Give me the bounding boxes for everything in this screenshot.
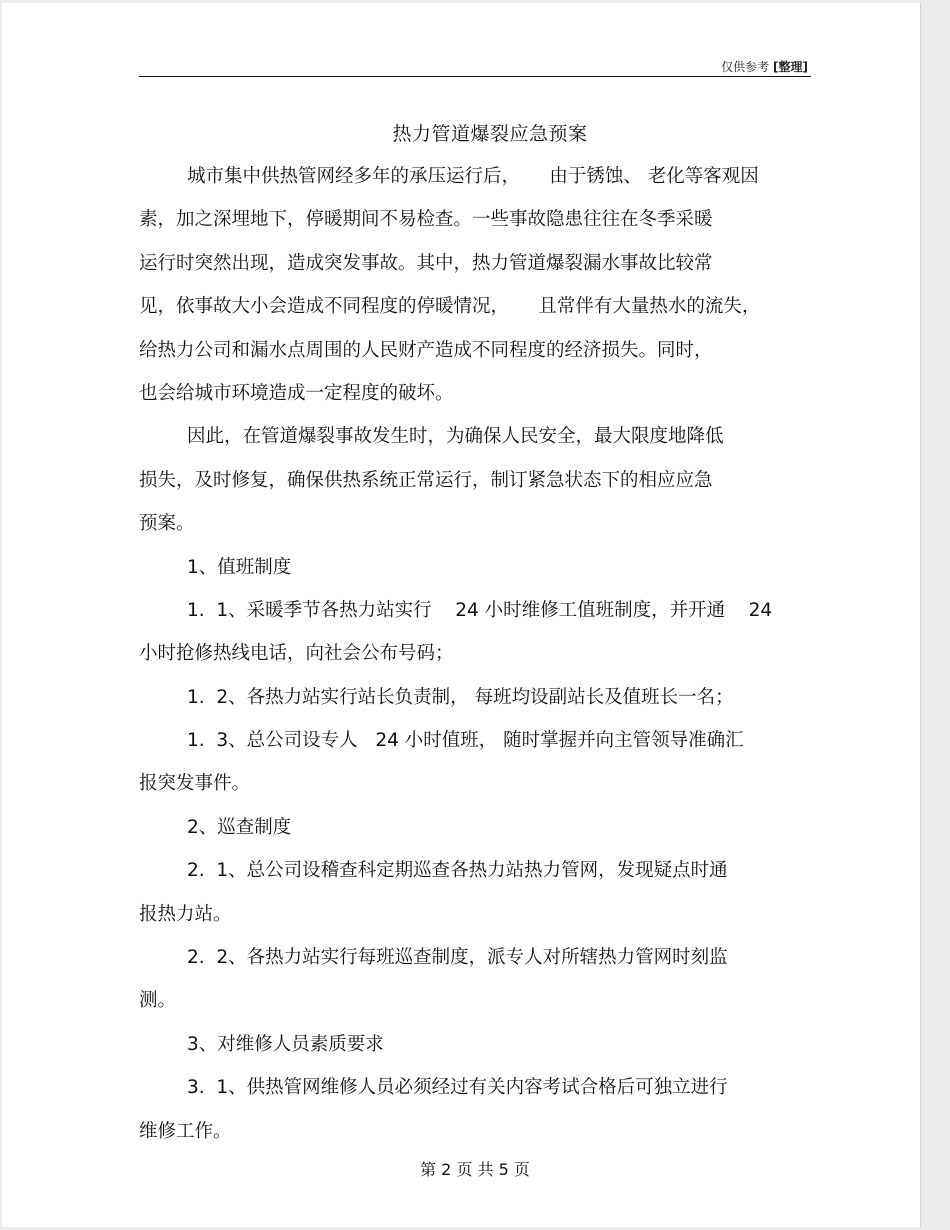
text-line: 1. 2、各热力站实行站长负责制， 每班均设副站长及值班长一名；: [187, 686, 734, 708]
text-line: 1. 3、总公司设专人 24 小时值班， 随时掌握并向主管领导准确汇: [187, 730, 744, 752]
text-line: 损失，及时修复，确保供热系统正常运行，制订紧急状态下的相应应急: [139, 469, 713, 491]
text-line: 测。: [139, 990, 177, 1012]
text-line: 见，依事故大小会造成不同程度的停暖情况， 且常伴有大量热水的流失，: [139, 296, 761, 318]
header-note: [721, 58, 808, 75]
text-line: 给热力公司和漏水点周围的人民财产造成不同程度的经济损失。同时，: [139, 339, 713, 361]
header-tag: [整理]: [773, 60, 808, 74]
text-line: 2、巡查制度: [187, 816, 292, 838]
text-line: 3、对维修人员素质要求: [187, 1033, 384, 1055]
text-line: 预案。: [139, 513, 195, 535]
text-line: 小时抢修热线电话，向社会公布号码；: [139, 643, 454, 665]
document-body: [139, 155, 819, 1153]
text-line: 1. 1、采暖季节各热力站实行 24 小时维修工值班制度，并开通 24: [187, 599, 773, 621]
document-page: [2, 3, 921, 1227]
header-note-text: 仅供参考: [721, 60, 770, 74]
text-line: 因此，在管道爆裂事故发生时，为确保人民安全，最大限度地降低: [187, 426, 724, 448]
header-rule: [139, 76, 811, 77]
page-footer: 第 2 页 共 5 页: [420, 1160, 530, 1179]
text-line: 报突发事件。: [139, 773, 251, 795]
text-line: 2. 1、总公司设稽查科定期巡查各热力站热力管网，发现疑点时通: [187, 860, 728, 882]
text-line: 2. 2、各热力站实行每班巡查制度，派专人对所辖热力管网时刻监: [187, 947, 728, 969]
text-line: 报热力站。: [139, 903, 232, 925]
text-line: 运行时突然出现，造成突发事故。其中，热力管道爆裂漏水事故比较常: [139, 252, 713, 274]
text-line: 城市集中供热管网经多年的承压运行后， 由于锈蚀、 老化等客观因: [187, 166, 759, 187]
text-line: 3. 1、供热管网维修人员必须经过有关内容考试合格后可独立进行: [187, 1077, 728, 1099]
text-line: 维修工作。: [139, 1120, 232, 1142]
text-line: 1、值班制度: [187, 556, 292, 578]
text-line: 素，加之深埋地下，停暖期间不易检查。一些事故隐患往往在冬季采暖: [139, 209, 713, 231]
document-title: 热力管道爆裂应急预案: [392, 123, 588, 145]
text-line: 也会给城市环境造成一定程度的破坏。: [139, 382, 454, 404]
